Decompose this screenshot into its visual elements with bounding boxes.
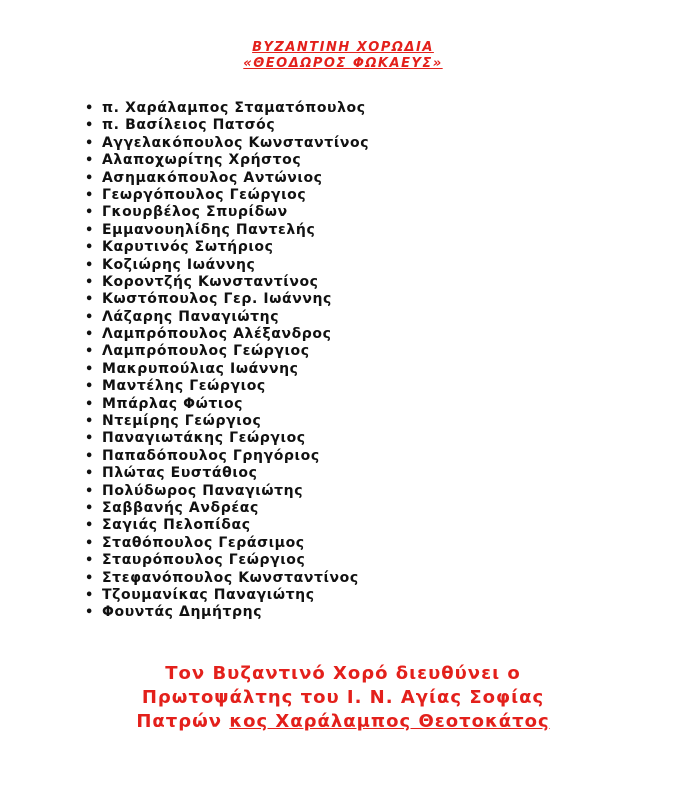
bullet-icon: • xyxy=(85,431,94,447)
bullet-icon: • xyxy=(85,101,94,116)
list-item xyxy=(82,257,369,274)
director-note xyxy=(0,662,686,734)
list-item xyxy=(82,152,369,169)
bullet-icon: • xyxy=(85,240,94,256)
list-item xyxy=(82,448,369,465)
list-item xyxy=(82,135,369,152)
director-note-line-3 xyxy=(0,710,686,734)
bullet-icon: • xyxy=(85,448,94,464)
member-name: Ντεμίρης Γεώργιος xyxy=(102,413,262,430)
bullet-icon: • xyxy=(85,135,94,151)
member-list xyxy=(82,100,369,622)
bullet-icon: • xyxy=(85,500,94,516)
member-name: Τζουμανίκας Παναγιώτης xyxy=(102,586,315,603)
member-name: Μπάρλας Φώτιος xyxy=(102,395,244,412)
member-name: Γεωργόπουλος Γεώργιος xyxy=(102,186,307,203)
bullet-icon: • xyxy=(85,187,94,203)
bullet-icon: • xyxy=(85,466,94,482)
member-name: Παπαδόπουλος Γρηγόριος xyxy=(102,447,320,464)
list-item xyxy=(82,361,369,378)
member-name: Σαγιάς Πελοπίδας xyxy=(102,517,251,534)
bullet-icon: • xyxy=(85,379,94,395)
list-item xyxy=(82,170,369,187)
director-city: Πατρών xyxy=(136,711,223,732)
member-name: Μαντέλης Γεώργιος xyxy=(102,378,266,395)
bullet-icon: • xyxy=(85,570,94,586)
list-item xyxy=(82,465,369,482)
member-name: Στεφανόπουλος Κωνσταντίνος xyxy=(102,569,359,586)
member-name: Λαμπρόπουλος Γεώργιος xyxy=(102,343,310,360)
director-note-line-2: Πρωτοψάλτης του Ι. Ν. Αγίας Σοφίας xyxy=(141,687,545,708)
member-name: π. Βασίλειος Πατσός xyxy=(102,117,276,134)
bullet-icon: • xyxy=(85,257,94,273)
list-item xyxy=(82,222,369,239)
choir-header xyxy=(0,40,686,72)
member-name: Σταθόπουλος Γεράσιμος xyxy=(102,534,305,551)
list-item xyxy=(82,604,369,621)
list-item xyxy=(82,100,369,117)
choir-subtitle: «ΘΕΟΔΩΡΟΣ ΦΩΚΑΕΥΣ» xyxy=(243,56,443,71)
member-name: Μακρυπούλιας Ιωάννης xyxy=(102,360,299,377)
member-name: Φουντάς Δημήτρης xyxy=(102,604,263,621)
bullet-icon: • xyxy=(85,222,94,238)
list-item xyxy=(82,535,369,552)
list-item xyxy=(82,378,369,395)
list-item xyxy=(82,552,369,569)
member-name: Κοροντζής Κωνσταντίνος xyxy=(102,273,319,290)
bullet-icon: • xyxy=(85,292,94,308)
member-name: π. Χαράλαμπος Σταματόπουλος xyxy=(102,100,366,116)
member-name: Ασημακόπουλος Αντώνιος xyxy=(102,169,323,186)
list-item xyxy=(82,309,369,326)
member-name: Σταυρόπουλος Γεώργιος xyxy=(102,552,306,569)
list-item xyxy=(82,343,369,360)
bullet-icon: • xyxy=(85,518,94,534)
list-item xyxy=(82,326,369,343)
bullet-icon: • xyxy=(85,414,94,430)
bullet-icon: • xyxy=(85,205,94,221)
list-item xyxy=(82,204,369,221)
list-item xyxy=(82,291,369,308)
member-name: Κοζιώρης Ιωάννης xyxy=(102,256,256,273)
list-item xyxy=(82,517,369,534)
bullet-icon: • xyxy=(85,274,94,290)
list-item xyxy=(82,117,369,134)
bullet-icon: • xyxy=(85,170,94,186)
member-name: Καρυτινός Σωτήριος xyxy=(102,239,274,256)
bullet-icon: • xyxy=(85,483,94,499)
member-name: Παναγιωτάκης Γεώργιος xyxy=(102,430,306,447)
bullet-icon: • xyxy=(85,327,94,343)
member-name: Πολύδωρος Παναγιώτης xyxy=(102,482,304,499)
bullet-icon: • xyxy=(85,396,94,412)
member-name: Πλώτας Ευστάθιος xyxy=(102,465,258,482)
member-name: Αγγελακόπουλος Κωνσταντίνος xyxy=(102,134,370,151)
director-name: κος Χαράλαμπος Θεοτοκάτος xyxy=(229,711,550,732)
member-name: Λάζαρης Παναγιώτης xyxy=(102,308,280,325)
list-item xyxy=(82,413,369,430)
bullet-icon: • xyxy=(85,535,94,551)
member-name: Κωστόπουλος Γερ. Ιωάννης xyxy=(102,291,332,308)
list-item xyxy=(82,396,369,413)
list-item xyxy=(82,239,369,256)
bullet-icon: • xyxy=(85,118,94,134)
list-item xyxy=(82,587,369,604)
bullet-icon: • xyxy=(85,361,94,377)
bullet-icon: • xyxy=(85,587,94,603)
list-item xyxy=(82,483,369,500)
bullet-icon: • xyxy=(85,553,94,569)
bullet-icon: • xyxy=(85,309,94,325)
list-item xyxy=(82,274,369,291)
director-note-line-1: Τον Βυζαντινό Χορό διευθύνει ο xyxy=(165,663,521,684)
member-name: Αλαποχωρίτης Χρήστος xyxy=(102,152,302,169)
member-name: Γκουρβέλος Σπυρίδων xyxy=(102,204,288,221)
bullet-icon: • xyxy=(85,153,94,169)
bullet-icon: • xyxy=(85,344,94,360)
list-item xyxy=(82,187,369,204)
choir-title: ΒΥΖΑΝΤΙΝΗ ΧΟΡΩΔΙΑ xyxy=(252,40,434,55)
member-name: Λαμπρόπουλος Αλέξανδρος xyxy=(102,326,332,343)
member-name: Εμμανουηλίδης Παντελής xyxy=(102,221,316,238)
member-name: Σαββανής Ανδρέας xyxy=(102,499,259,516)
list-item xyxy=(82,500,369,517)
bullet-icon: • xyxy=(85,605,94,621)
list-item xyxy=(82,430,369,447)
list-item xyxy=(82,570,369,587)
